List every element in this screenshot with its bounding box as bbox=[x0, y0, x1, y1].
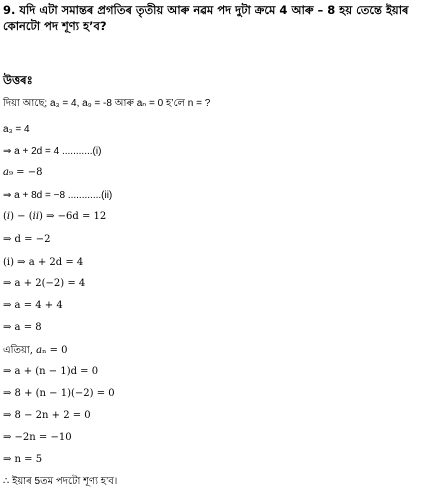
solution-step: ⇒ a + 2d = 4 ...........(i) bbox=[3, 146, 102, 157]
solution-step: ⇒ −2n = −10 bbox=[3, 432, 72, 443]
solution-step: ⇒ a + 2(−2) = 4 bbox=[3, 278, 86, 289]
solution-step: (𝑖) − (𝑖𝑖) ⇒ −6d = 12 bbox=[3, 211, 107, 222]
solution-step: a₃ = 4 bbox=[3, 124, 30, 135]
answer-label: উত্তৰঃ bbox=[3, 73, 33, 87]
solution-step: ⇒ a = 8 bbox=[3, 322, 42, 333]
solution-step: ⇒ 8 + (n − 1)(−2) = 0 bbox=[3, 388, 115, 399]
solution-step: ⇒ a + 8d = −8 ............(ii) bbox=[3, 190, 113, 201]
solution-step: ⇒ 8 − 2n + 2 = 0 bbox=[3, 410, 91, 421]
solution-step: (i) ⇒ a + 2d = 4 bbox=[3, 257, 84, 268]
question-text: 9. যদি এটা সমান্তৰ প্ৰগতিৰ তৃতীয় আৰু নৱম পদ দুটা ক্ৰমে 4 আৰু – 8 হয় তেন্তে ইয়াৰ কোনটো পদ শূণ্য হ’ব? bbox=[3, 3, 409, 33]
solution-step: ∴ ইয়াৰ 5তম পদটো শূণ্য হ’ব। bbox=[3, 476, 118, 487]
solution-step: দিয়া আছে; a₃ = 4, a₉ = -8 আৰু aₙ = 0 হ’লে n = ? bbox=[3, 98, 211, 109]
solution-step: 𝑎₉ = −8 bbox=[3, 167, 43, 178]
solution-step: এতিয়া, 𝑎ₙ = 0 bbox=[3, 345, 68, 356]
solution-step: ⇒ a + (n − 1)d = 0 bbox=[3, 366, 99, 377]
solution-step: ⇒ a = 4 + 4 bbox=[3, 300, 63, 311]
solution-step: ⇒ n = 5 bbox=[3, 454, 43, 465]
solution-step: ⇒ d = −2 bbox=[3, 234, 51, 245]
